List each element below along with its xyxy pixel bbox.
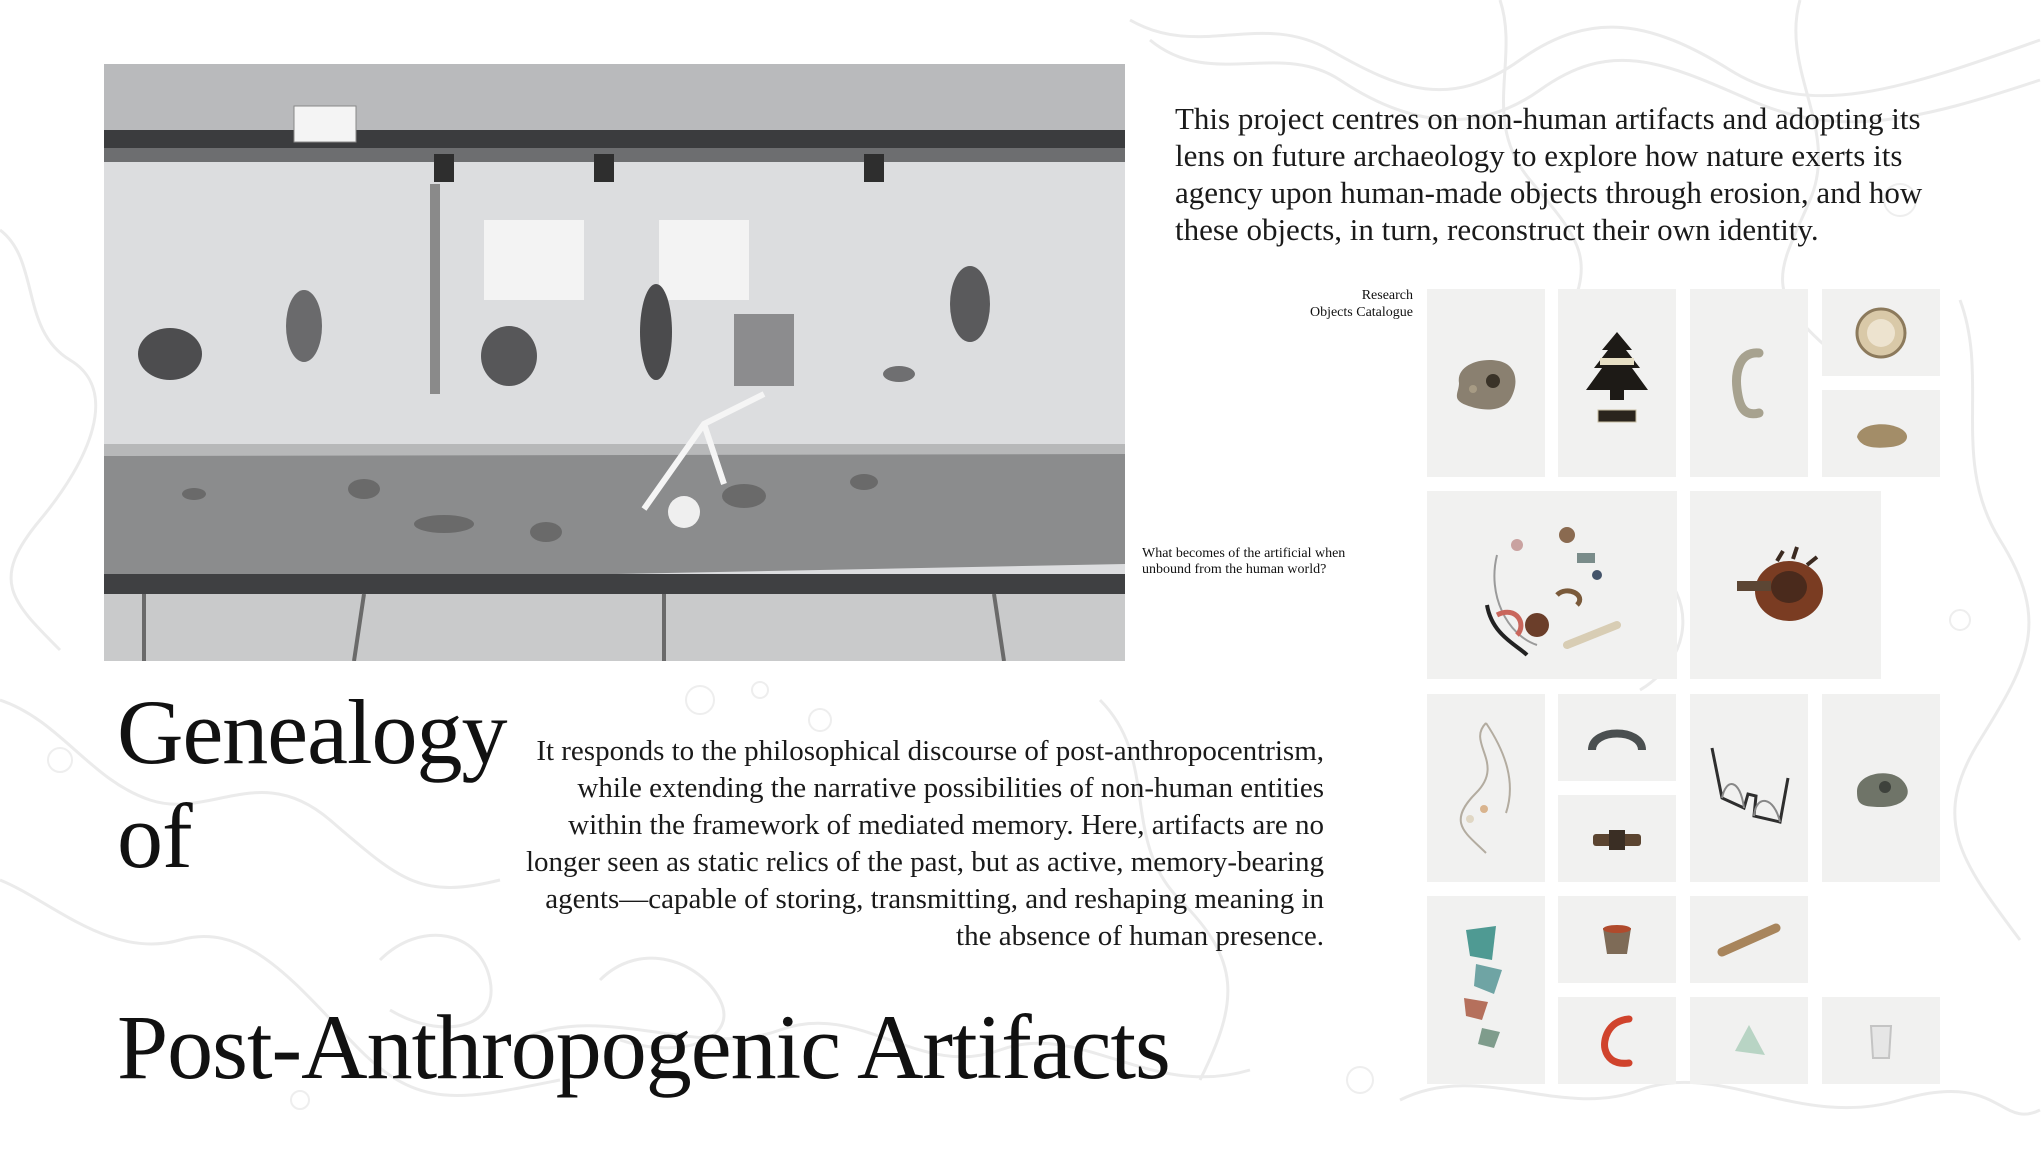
catalogue-label-line1: Research xyxy=(1361,288,1413,303)
object-card xyxy=(1690,896,1808,983)
clear-cup-icon xyxy=(1861,1016,1901,1066)
object-card xyxy=(1558,289,1676,477)
rusted-motor-icon xyxy=(1731,535,1841,635)
object-card xyxy=(1822,289,1940,376)
small-cup-icon xyxy=(1597,920,1637,960)
pebble-icon xyxy=(1851,417,1911,451)
exhibition-photo xyxy=(104,64,1125,661)
object-card xyxy=(1427,491,1677,679)
object-card xyxy=(1427,694,1545,882)
object-card xyxy=(1558,795,1676,882)
catalogue-label-line2: Objects Catalogue xyxy=(1309,305,1413,320)
body-paragraph: It responds to the philosophical discourse of post-anthropocentrism, while extending the narrative possibilities of non-human entities within the framework of mediated memory. Here, artifacts are no longer seen as static relics of the past, but as active, memory-bearing agents—capable of storing, transmitting, and reshaping meaning in the absence of human presence. xyxy=(525,735,1324,952)
eyeglasses-icon xyxy=(1704,738,1794,838)
catalogue-label xyxy=(1225,287,1413,321)
glass-shards-icon xyxy=(1456,920,1516,1060)
green-triangle-icon xyxy=(1729,1021,1769,1061)
exhibition-photo-icon xyxy=(104,64,1125,661)
title-genealogy-of xyxy=(117,680,507,888)
tree-air-freshener-icon xyxy=(1582,328,1652,438)
object-card xyxy=(1558,694,1676,781)
metal-clip-icon xyxy=(1582,718,1652,758)
corroded-stone-icon xyxy=(1451,353,1521,413)
question-caption: What becomes of the artificial when unbound from the human world? xyxy=(1142,546,1346,577)
object-card xyxy=(1690,997,1808,1084)
object-card xyxy=(1822,390,1940,477)
wire-earphones-icon xyxy=(1446,713,1526,863)
title-line1: Genealogy xyxy=(117,681,507,783)
wooden-stick-icon xyxy=(1714,920,1784,960)
c-hook-icon xyxy=(1729,343,1769,423)
object-card xyxy=(1558,997,1676,1084)
shell-stone-icon xyxy=(1851,763,1911,813)
round-disc-icon xyxy=(1851,303,1911,363)
intro-paragraph: This project centres on non-human artifacts and adopting its lens on future archaeology to explore how nature exerts its agency upon human-made objects through erosion, and how these objects, in turn, reconstruct their own identity. xyxy=(1175,101,1923,247)
assemblage-icon xyxy=(1457,505,1647,665)
corroded-piece-icon xyxy=(1587,824,1647,854)
object-card xyxy=(1822,694,1940,882)
object-card xyxy=(1427,896,1545,1084)
object-card xyxy=(1427,289,1545,477)
title-line2: of xyxy=(117,785,192,887)
object-card xyxy=(1558,896,1676,983)
title-line3: Post-Anthropogenic Artifacts xyxy=(117,996,1170,1098)
object-card xyxy=(1690,289,1808,477)
object-card xyxy=(1822,997,1940,1084)
object-card xyxy=(1690,491,1881,679)
object-card xyxy=(1690,694,1808,882)
red-c-icon xyxy=(1597,1011,1637,1071)
